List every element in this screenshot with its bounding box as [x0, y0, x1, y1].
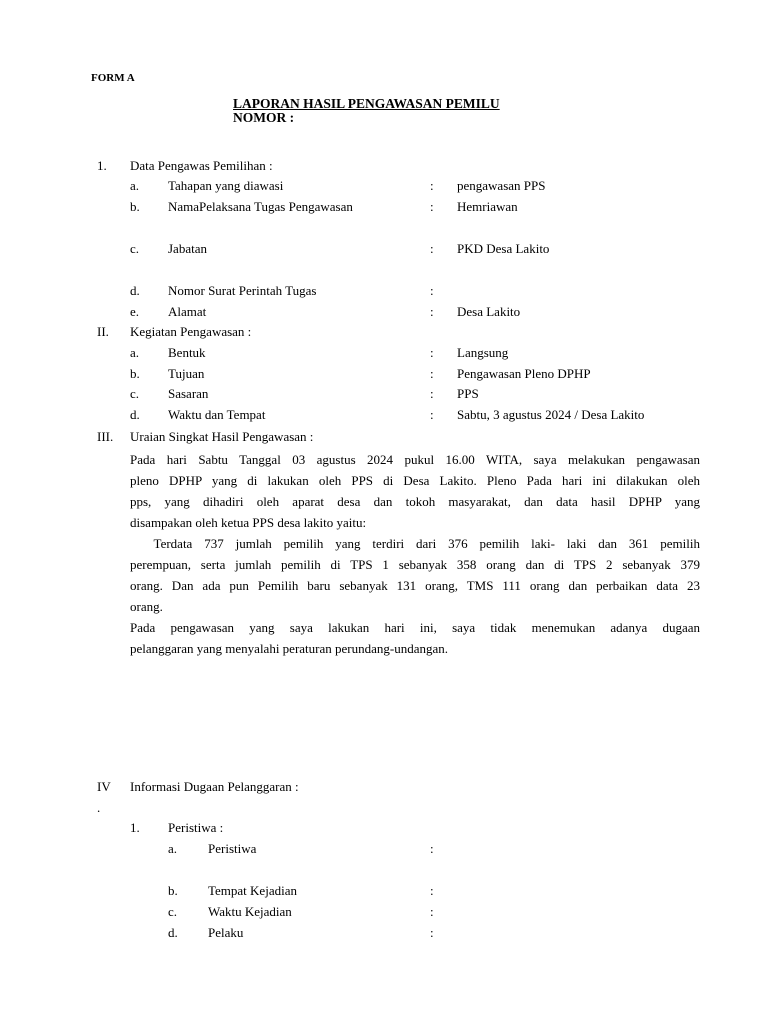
paragraph-line: Pada hari Sabtu Tanggal 03 agustus 2024 pukul 16.00 WITA, saya melakukan pengawasan: [130, 452, 700, 467]
row-colon: :: [430, 904, 434, 919]
paragraph-line: Pada pengawasan yang saya lakukan hari ini, saya tidak menemukan adanya dugaan: [130, 620, 700, 635]
row-colon: :: [430, 386, 434, 401]
subsection-number: 1.: [130, 820, 140, 835]
section-4-number: IV: [97, 779, 111, 794]
paragraph-line: orang. Dan ada pun Pemilih baru sebanyak 131 orang, TMS 111 orang dan perbaikan data 23: [130, 578, 700, 593]
row-colon: :: [430, 925, 434, 940]
row-colon: :: [430, 345, 434, 360]
row-label: Tujuan: [168, 366, 205, 381]
row-label: Peristiwa: [208, 841, 257, 856]
row-colon: :: [430, 241, 434, 256]
form-label: FORM A: [91, 72, 135, 84]
row-label: Alamat: [168, 304, 207, 319]
row-label: Sasaran: [168, 386, 209, 401]
section-3-number: III.: [97, 429, 114, 444]
row-label: Nomor Surat Perintah Tugas: [168, 283, 317, 298]
row-label: Jabatan: [168, 241, 207, 256]
row-value: Hemriawan: [457, 199, 518, 214]
row-colon: :: [430, 283, 434, 298]
row-letter: b.: [130, 366, 140, 381]
row-letter: b.: [168, 883, 178, 898]
row-colon: :: [430, 883, 434, 898]
section-1-heading: Data Pengawas Pemilihan :: [130, 158, 273, 173]
row-colon: :: [430, 178, 434, 193]
subsection-heading: Peristiwa :: [168, 820, 224, 835]
row-label: Waktu dan Tempat: [168, 407, 266, 422]
row-letter: d.: [130, 407, 140, 422]
document-title: LAPORAN HASIL PENGAWASAN PEMILU: [233, 96, 500, 111]
paragraph-line: perempuan, serta jumlah pemilih di TPS 1 sebanyak 358 orang dan di TPS 2 sebanyak 379: [130, 557, 700, 572]
row-colon: :: [430, 366, 434, 381]
paragraph-1: [130, 449, 700, 533]
row-letter: a.: [130, 345, 140, 360]
row-colon: :: [430, 304, 434, 319]
row-label: Waktu Kejadian: [208, 904, 292, 919]
section-2-number: II.: [97, 324, 109, 339]
paragraph-3: [130, 617, 700, 659]
section-4-number-dot: .: [97, 800, 101, 815]
row-letter: d.: [168, 925, 178, 940]
row-letter: d.: [130, 283, 140, 298]
row-label: Pelaku: [208, 925, 244, 940]
row-value: Desa Lakito: [457, 304, 521, 319]
row-label: Tempat Kejadian: [208, 883, 297, 898]
row-value: PPS: [457, 386, 479, 401]
section-1-number: 1.: [97, 158, 107, 173]
row-letter: a.: [130, 178, 140, 193]
row-label: Tahapan yang diawasi: [168, 178, 284, 193]
row-letter: b.: [130, 199, 140, 214]
row-colon: :: [430, 841, 434, 856]
section-3-heading: Uraian Singkat Hasil Pengawasan :: [130, 429, 314, 444]
paragraph-line: orang.: [130, 599, 163, 614]
row-value: Langsung: [457, 345, 509, 360]
paragraph-line: pps, yang dihadiri oleh aparat desa dan tokoh masyarakat, dan data hasil DPHP yang: [130, 494, 700, 509]
row-label: NamaPelaksana Tugas Pengawasan: [168, 199, 353, 214]
paragraph-line: pelanggaran yang menyalahi peraturan perundang-undangan.: [130, 641, 449, 656]
row-colon: :: [430, 407, 434, 422]
row-letter: c.: [130, 386, 140, 401]
paragraph-line: Terdata 737 jumlah pemilih yang terdiri dari 376 pemilih laki- laki dan 361 pemilih: [130, 536, 700, 551]
paragraph-line: pleno DPHP yang di lakukan oleh PPS di Desa Lakito. Pleno Pada hari ini dilakukan oleh: [130, 473, 700, 488]
row-value: pengawasan PPS: [457, 178, 546, 193]
row-letter: c.: [130, 241, 140, 256]
row-value: Sabtu, 3 agustus 2024 / Desa Lakito: [457, 407, 645, 422]
row-letter: c.: [168, 904, 178, 919]
row-value: PKD Desa Lakito: [457, 241, 550, 256]
section-2-heading: Kegiatan Pengawasan :: [130, 324, 252, 339]
row-label: Bentuk: [168, 345, 206, 360]
row-letter: e.: [130, 304, 140, 319]
document-number: NOMOR :: [233, 110, 295, 125]
row-value: Pengawasan Pleno DPHP: [457, 366, 591, 381]
section-4-heading: Informasi Dugaan Pelanggaran :: [130, 779, 299, 794]
row-letter: a.: [168, 841, 178, 856]
paragraph-2: [130, 533, 700, 617]
paragraph-line: disampakan oleh ketua PPS desa lakito yaitu:: [130, 515, 367, 530]
row-colon: :: [430, 199, 434, 214]
